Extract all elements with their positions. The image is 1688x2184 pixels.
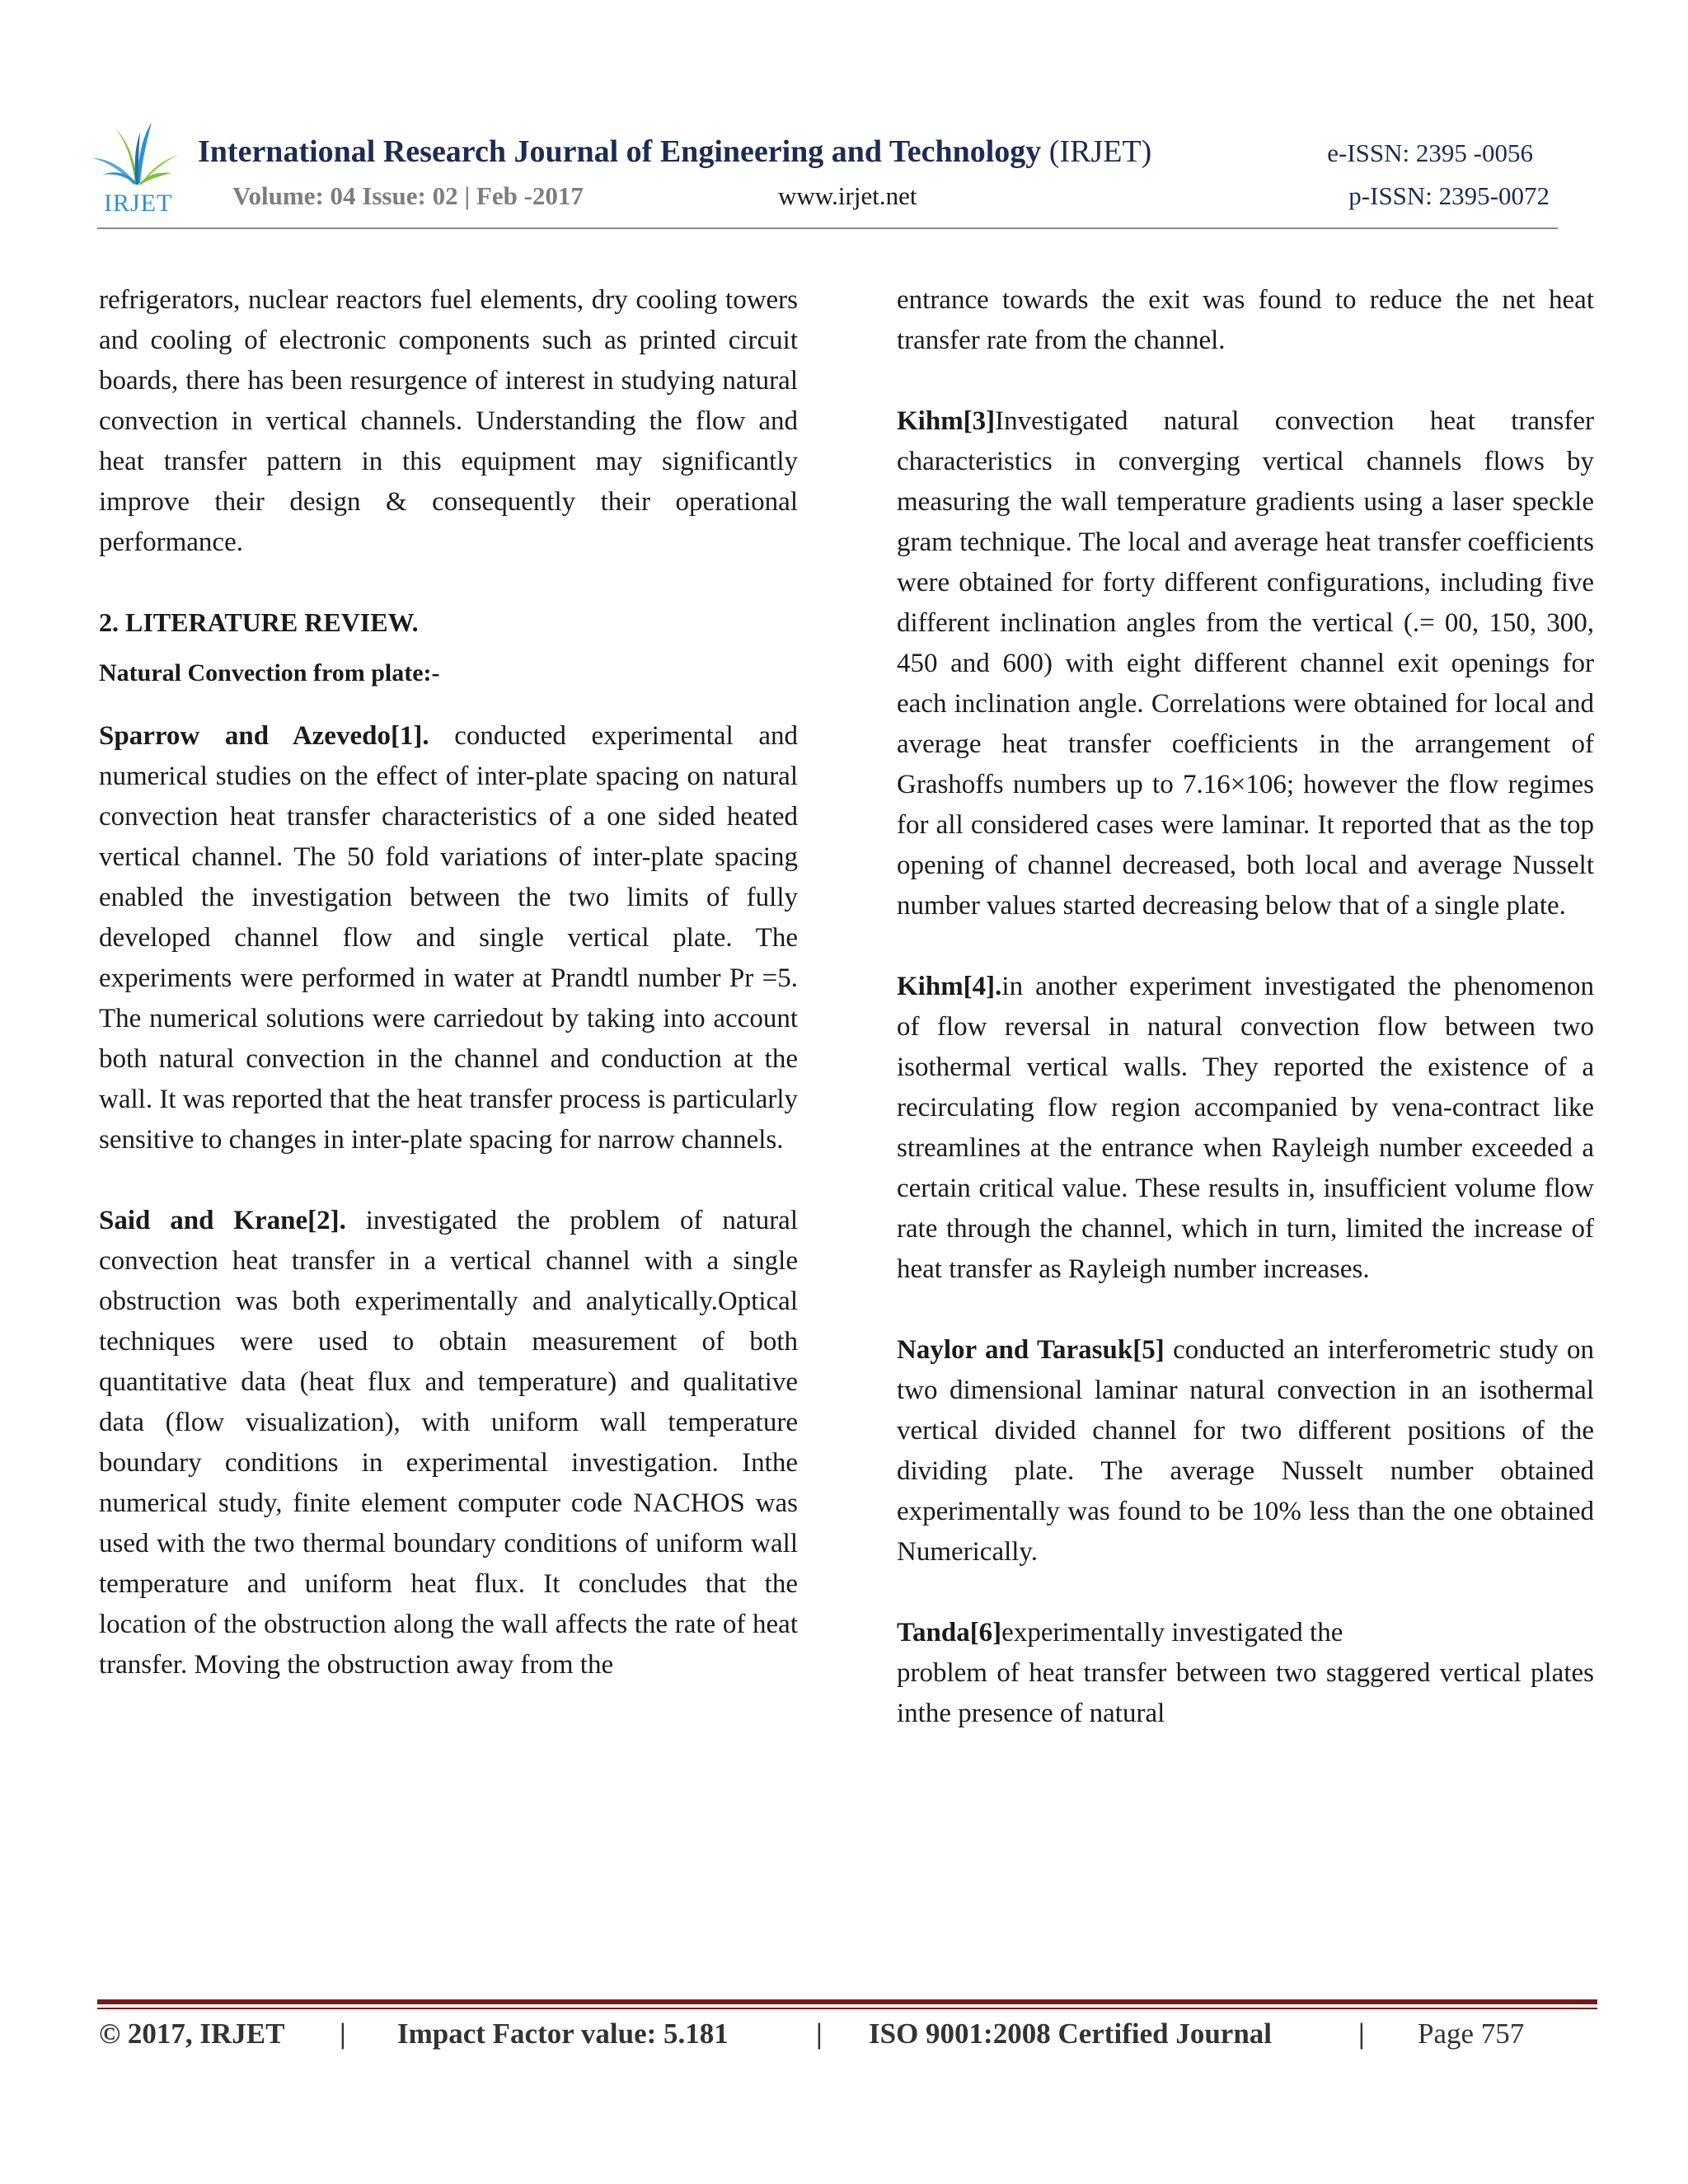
footer-divider-thick bbox=[97, 1999, 1597, 2004]
footer-separator-1: | bbox=[340, 2018, 346, 2050]
right-column bbox=[897, 280, 1594, 1734]
reference-paragraph-4 bbox=[897, 967, 1594, 1290]
website-link[interactable]: www.irjet.net bbox=[778, 181, 917, 210]
footer-copyright: © 2017, IRJET bbox=[99, 2018, 285, 2050]
header-divider bbox=[97, 227, 1558, 229]
footer-divider-thin bbox=[97, 2008, 1597, 2009]
intro-paragraph: refrigerators, nuclear reactors fuel elements, dry cooling towers and cooling of electronic components such as printed circuit boards, there has been resurgence of interest in studying natural convection in vertical channels. Understanding the flow and heat transfer pattern in this equipment may significantly improve their design & consequently their operational performance. bbox=[99, 285, 798, 557]
reference-title-3: Kihm[3] bbox=[897, 406, 996, 436]
section-heading: 2. LITERATURE REVIEW. bbox=[99, 607, 419, 637]
reference-paragraph-6-rest: problem of heat transfer between two staggered vertical plates inthe presence of natural bbox=[897, 1658, 1594, 1728]
reference-title-5: Naylor and Tarasuk[5] bbox=[897, 1335, 1165, 1365]
footer-separator-2: | bbox=[816, 2018, 823, 2050]
continuation-paragraph: entrance towards the exit was found to reduce the net heat transfer rate from the channel. bbox=[897, 285, 1594, 355]
footer-impact-factor: Impact Factor value: 5.181 bbox=[397, 2018, 729, 2050]
reference-title-4: Kihm[4]. bbox=[897, 972, 1002, 1001]
reference-paragraph-5 bbox=[897, 1330, 1594, 1572]
journal-title-name: International Research Journal of Engineering and Technology bbox=[198, 134, 1042, 169]
leaf-logo-icon bbox=[91, 119, 180, 201]
reference-text-6-line1: experimentally investigated the bbox=[1001, 1618, 1343, 1647]
journal-header bbox=[91, 115, 1558, 231]
journal-title-abbr: (IRJET) bbox=[1048, 134, 1152, 169]
reference-paragraph-1 bbox=[99, 716, 798, 1160]
reference-title-1: Sparrow and Azevedo[1]. bbox=[99, 721, 429, 751]
reference-text-3: Investigated natural convection heat transfer characteristics in converging vertical channels flows by measuring the wall temperature gradients using a laser speckle gram technique. The local and average heat transfer coefficients were obtained for forty different configurations, including five different inclination angles from the vertical (.= 00, 150, 300, 450 and 600) with eight different channel exit openings for each inclination angle. Correlations were obtained for local and average heat transfer coefficients in the arrangement of Grashoffs numbers up to 7.16×106; however the flow regimes for all considered cases were laminar. It reported that as the top opening of channel decreased, both local and average Nusselt number values started decreasing below that of a single plate. bbox=[897, 406, 1594, 921]
reference-text-4: in another experiment investigated the phenomenon of flow reversal in natural convection flow between two isothermal vertical walls. They reported the existence of a recirculating flow region accompanied by vena-contract like streamlines at the entrance when Rayleigh number exceeded a certain critical value. These results in, insufficient volume flow rate through the channel, which in turn, limited the increase of heat transfer as Rayleigh number increases. bbox=[897, 972, 1594, 1284]
logo-text: IRJET bbox=[104, 190, 173, 217]
reference-title-2: Said and Krane[2]. bbox=[99, 1206, 346, 1235]
reference-paragraph-3 bbox=[897, 401, 1594, 926]
eissn: e-ISSN: 2395 -0056 bbox=[1327, 138, 1533, 167]
pissn: p-ISSN: 2395-0072 bbox=[1348, 181, 1550, 210]
footer-separator-3: | bbox=[1358, 2018, 1365, 2050]
journal-title bbox=[198, 134, 1151, 170]
page-number: Page 757 bbox=[1418, 2018, 1525, 2050]
irjet-logo bbox=[91, 119, 180, 217]
reference-title-6: Tanda[6] bbox=[897, 1618, 1002, 1647]
reference-paragraph-6-line1 bbox=[897, 1613, 1594, 1653]
reference-paragraph-2 bbox=[99, 1201, 798, 1685]
reference-text-1: conducted experimental and numerical studies on the effect of inter-plate spacing on natural convection heat transfer characteristics of a one sided heated vertical channel. The 50 fold variations of inter-plate spacing enabled the investigation between the two limits of fully developed channel flow and single vertical plate. The experiments were performed in water at Prandtl number Pr =5. The numerical solutions were carriedout by taking into account both natural convection in the channel and conduction at the wall. It was reported that the heat transfer process is particularly sensitive to changes in inter-plate spacing for narrow channels. bbox=[99, 721, 798, 1155]
reference-text-5: conducted an interferometric study on two dimensional laminar natural convection in an isothermal vertical divided channel for two different positions of the dividing plate. The average Nusselt number obtained experimentally was found to be 10% less than the one obtained Numerically. bbox=[897, 1335, 1594, 1567]
reference-text-2: investigated the problem of natural convection heat transfer in a vertical channel with a single obstruction was both experimentally and analytically.Optical techniques were used to obtain measurement of both quantitative data (heat flux and temperature) and qualitative data (flow visualization), with uniform wall temperature boundary conditions in experimental investigation. Inthe numerical study, finite element computer code NACHOS was used with the two thermal boundary conditions of uniform wall temperature and uniform heat flux. It concludes that the location of the obstruction along the wall affects the rate of heat transfer. Moving the obstruction away from the bbox=[99, 1206, 798, 1680]
subsection-heading: Natural Convection from plate:- bbox=[99, 659, 440, 687]
left-column bbox=[99, 280, 798, 1685]
footer-iso: ISO 9001:2008 Certified Journal bbox=[869, 2018, 1273, 2050]
page-footer bbox=[99, 2018, 1582, 2059]
volume-issue: Volume: 04 Issue: 02 | Feb -2017 bbox=[232, 181, 584, 210]
